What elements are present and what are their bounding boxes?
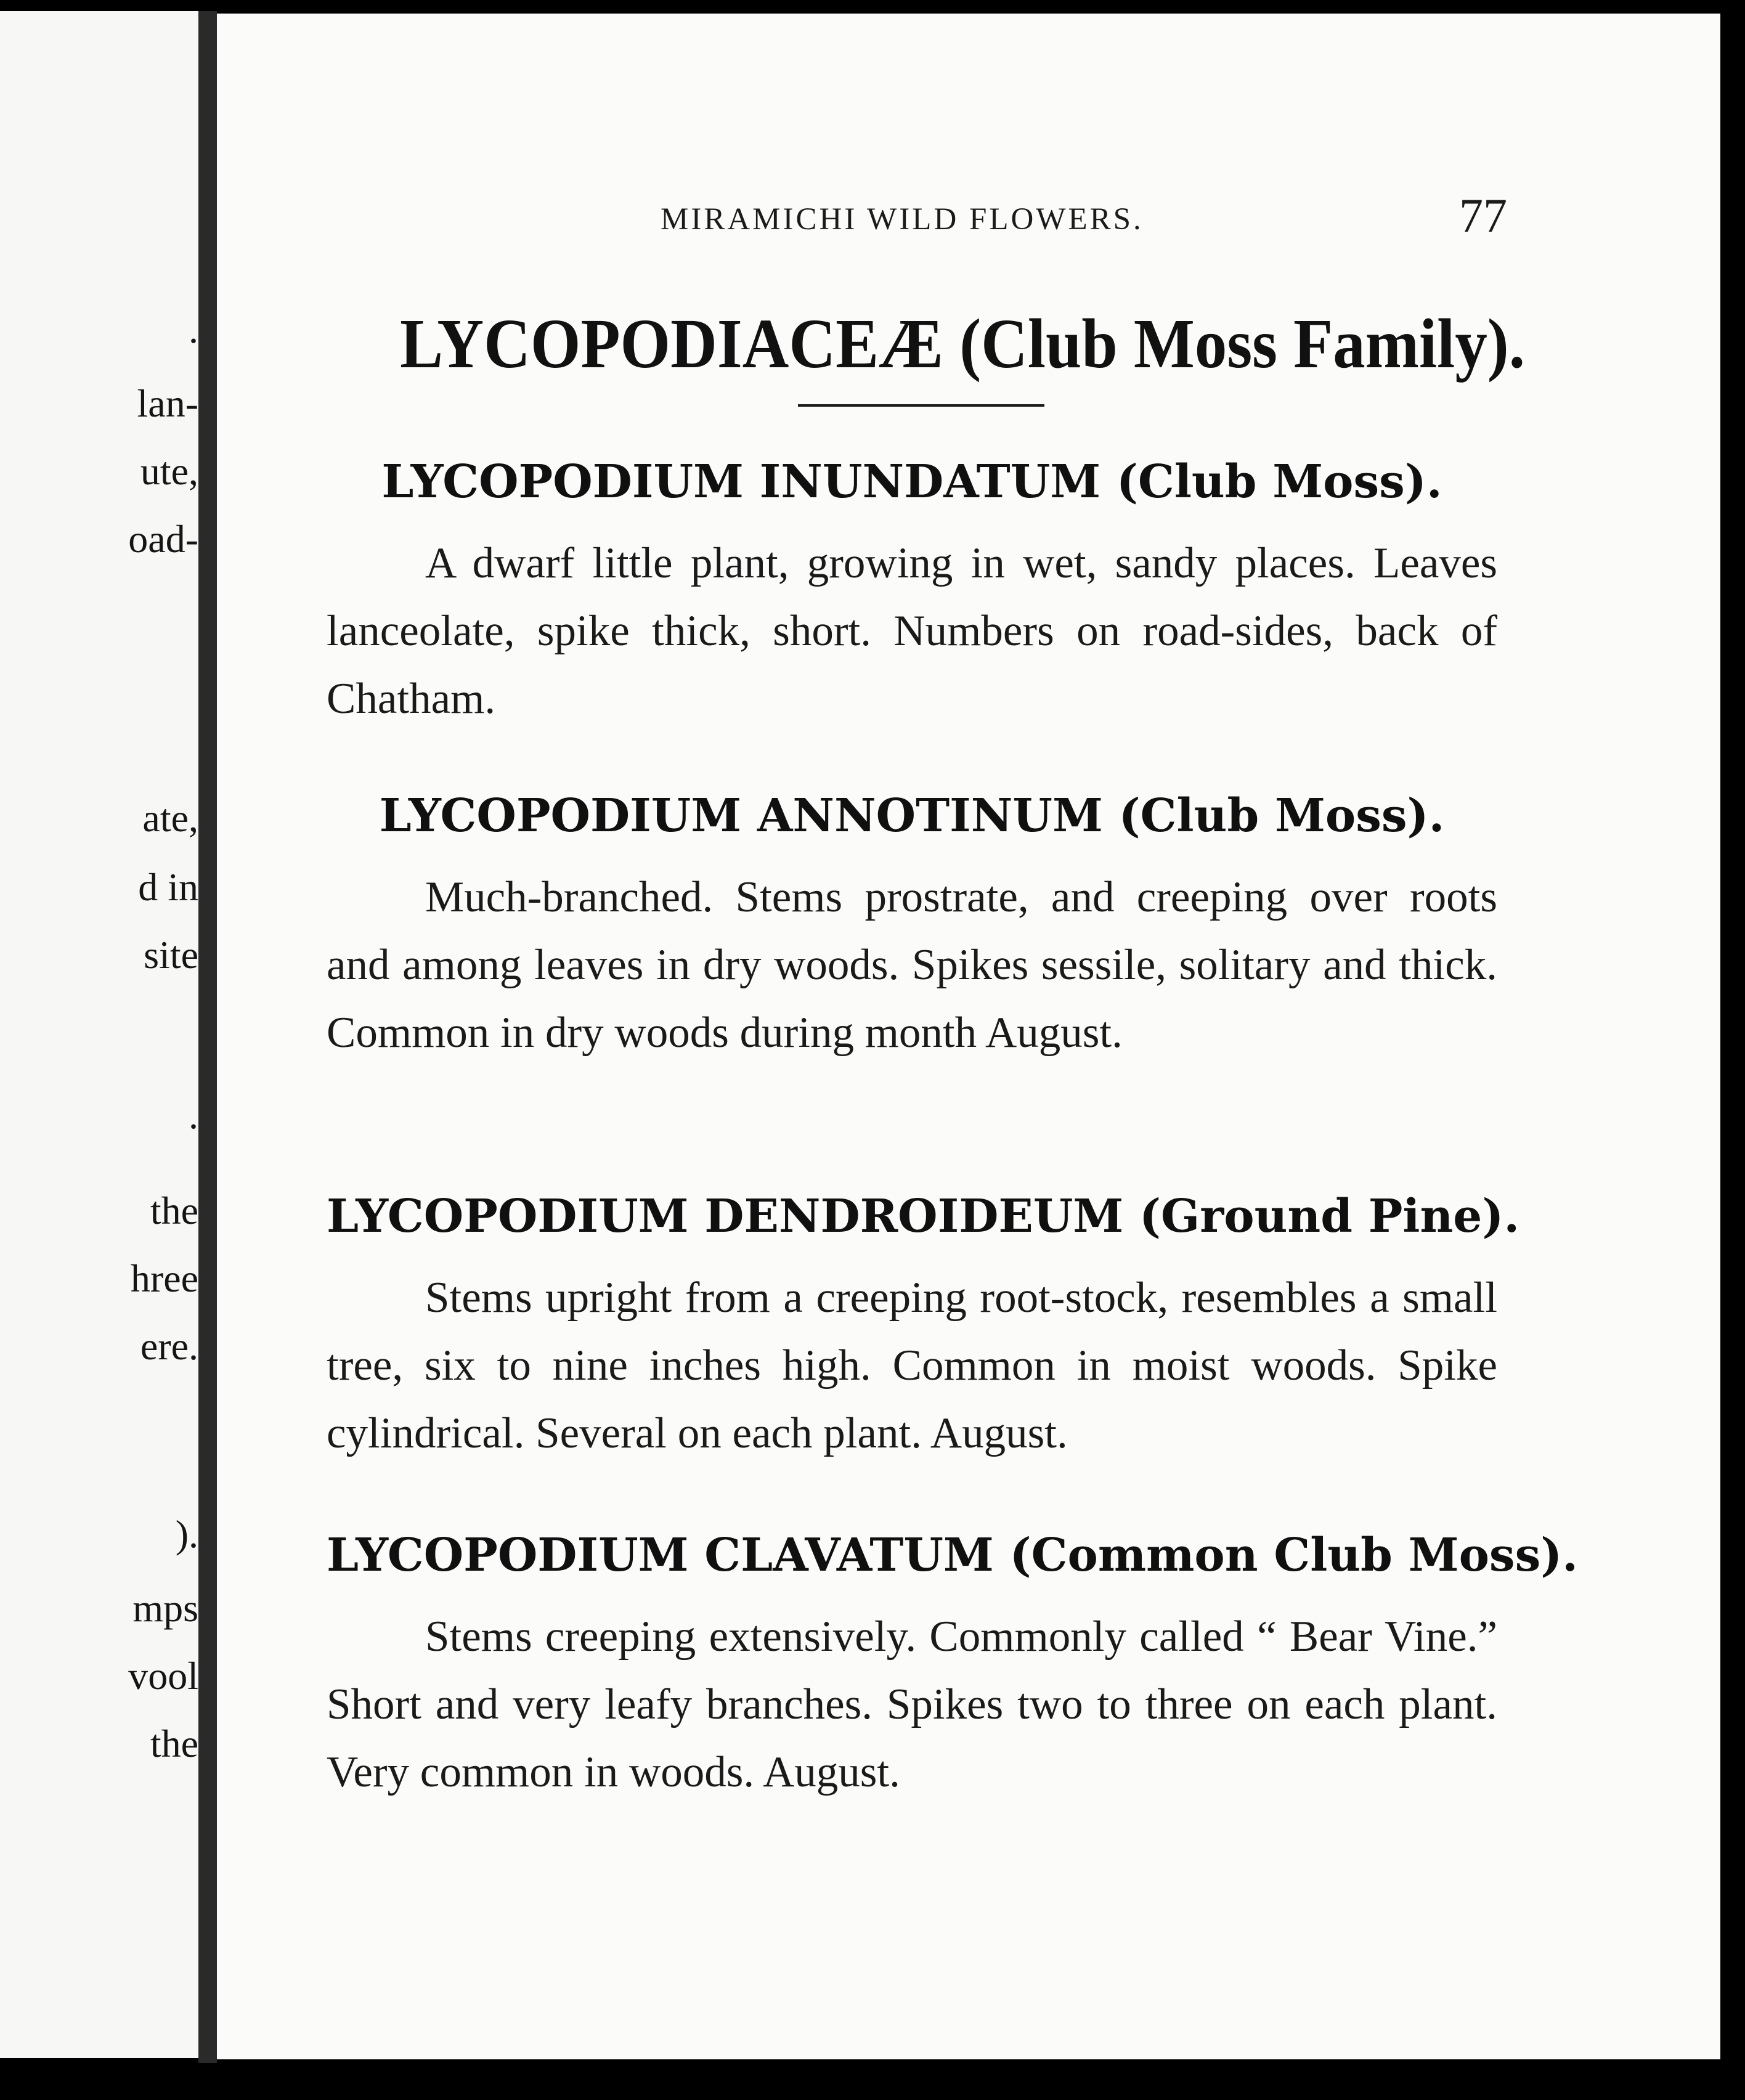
left-page-fragment: site — [144, 933, 198, 977]
species-common-name: (Ground Pine). — [1139, 1190, 1520, 1243]
left-page-fragment: ate, — [142, 796, 198, 840]
species-entry — [327, 457, 1497, 733]
left-page-fragment: d in — [138, 865, 198, 909]
family-title: LYCOPODIACEÆ (Club Moss Family). — [400, 304, 1525, 383]
species-description: Stems creeping extensively. Commonly called “ Bear Vine.” Short and very leafy branches. Spikes two to three on each plant. Very common in woods. August. — [327, 1613, 1497, 1797]
left-page-fragment: lan- — [137, 381, 198, 425]
left-page-fragment: . — [189, 1093, 198, 1137]
species-latin-name: LYCOPODIUM INUNDATUM — [381, 455, 1101, 508]
running-head: MIRAMICHI WILD FLOWERS. — [661, 202, 1144, 237]
species-entry — [327, 791, 1497, 1067]
species-latin-name: LYCOPODIUM DENDROIDEUM — [327, 1190, 1124, 1243]
species-common-name: (Common Club Moss). — [1009, 1529, 1579, 1582]
left-page-fragment: . — [189, 307, 198, 351]
species-entry — [327, 1190, 1520, 1467]
book-gutter — [198, 11, 217, 2063]
left-page-fragment: oad- — [128, 517, 198, 561]
left-page-fragment: the — [150, 1722, 198, 1765]
left-page-fragment: ). — [175, 1512, 198, 1556]
species-description: Much-branched. Stems prostrate, and creeping over roots and among leaves in dry woods. Spikes sessile, solitary and thick. Common in dry woods during month August. — [327, 873, 1497, 1057]
left-page-fragment: ere. — [140, 1324, 198, 1368]
left-facing-page — [0, 11, 198, 2058]
left-page-fragment: the — [150, 1189, 198, 1232]
species-heading — [327, 1529, 1579, 1582]
title-rule — [798, 404, 1044, 407]
species-entry — [327, 1529, 1579, 1806]
species-latin-name: LYCOPODIUM ANNOTINUM — [379, 789, 1103, 842]
species-heading — [327, 457, 1497, 507]
species-common-name: (Club Moss). — [1118, 789, 1445, 842]
right-page — [217, 14, 1720, 2059]
left-page-fragment: hree — [130, 1256, 198, 1300]
page-number: 77 — [1459, 189, 1507, 242]
left-page-fragment: ute, — [140, 449, 198, 493]
species-common-name: (Club Moss). — [1116, 455, 1442, 508]
left-page-fragment: mps — [132, 1586, 198, 1630]
species-description: Stems upright from a creeping root-stock, resembles a small tree, six to nine inches high. Common in moist woods. Spike cylindrical. Several on each plant. August. — [327, 1274, 1497, 1458]
species-description: A dwarf little plant, growing in wet, sandy places. Leaves lanceolate, spike thick, short. Numbers on road-sides, back of Chatham. — [327, 539, 1497, 723]
left-page-fragment: vool — [128, 1654, 198, 1698]
species-latin-name: LYCOPODIUM CLAVATUM — [327, 1529, 994, 1582]
species-heading — [327, 1190, 1520, 1243]
species-heading — [327, 791, 1497, 841]
